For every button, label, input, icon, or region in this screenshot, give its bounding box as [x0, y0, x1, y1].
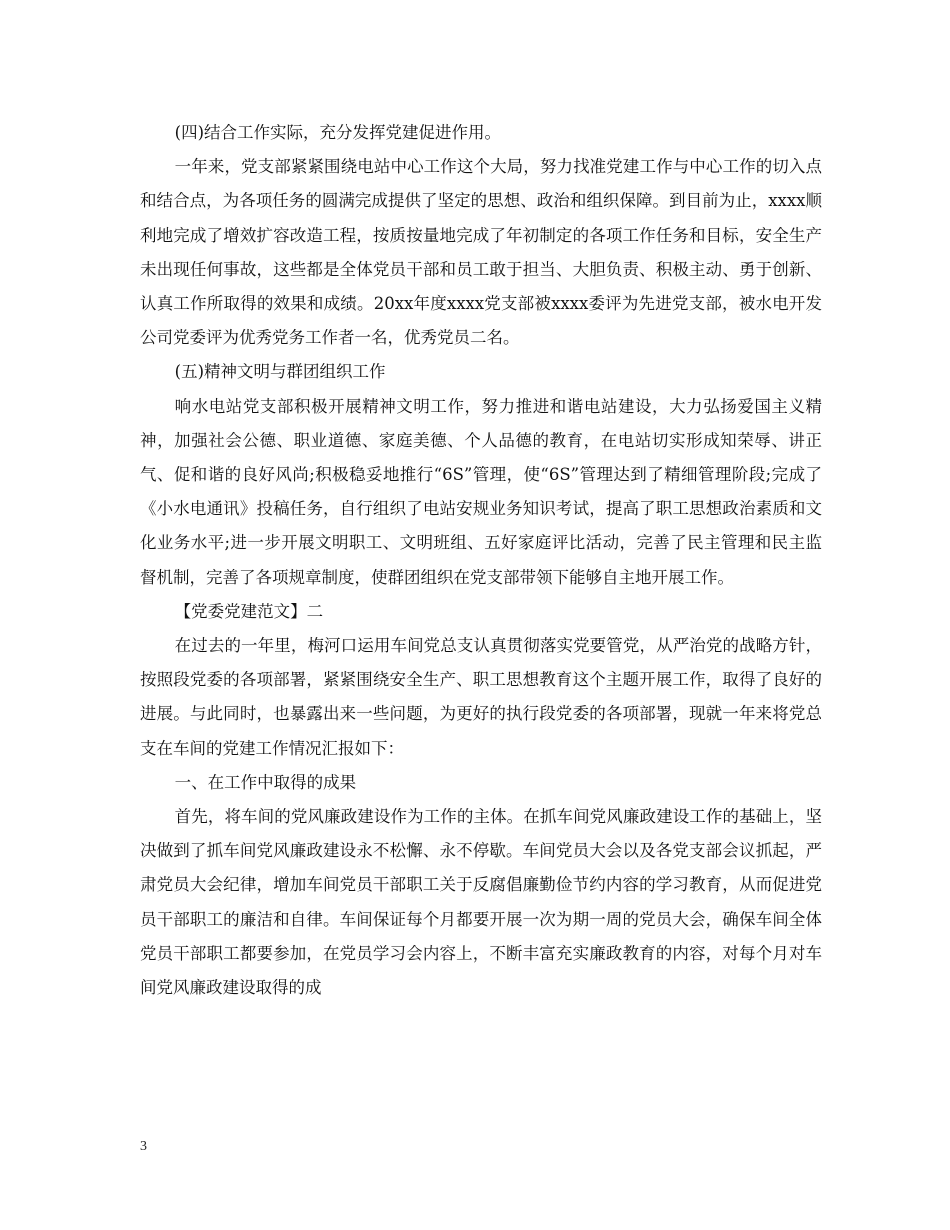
body-paragraph: 在过去的一年里，梅河口运用车间党总支认真贯彻落实党要管党，从严治党的战略方针，按照段党委的各项部署，紧紧围绕安全生产、职工思想教育这个主题开展工作，取得了良好的进展。与此同时，也暴露出来一些问题，为更好的执行段党委的各项部署，现就一年来将党总支在车间的党建工作情况汇报如下： [140, 636, 822, 758]
document-body [140, 116, 822, 1005]
section-heading-5: (五)精神文明与群团组织工作 [174, 362, 386, 382]
body-paragraph: 一年来，党支部紧紧围绕电站中心工作这个大局，努力找准党建工作与中心工作的切入点和结合点，为各项任务的圆满完成提供了坚定的思想、政治和组织保障。到目前为止，xxxx顺利地完成了增效扩容改造工程，按质按量地完成了年初制定的各项工作任务和目标，安全生产未出现任何事故，这些都是全体党员干部和员工敢于担当、大胆负责、积极主动、勇于创新、认真工作所取得的效果和成绩。20xx年度xxxx党支部被xxxx委评为先进党支部，被水电开发公司党委评为优秀党务工作者一名，优秀党员二名。 [140, 157, 822, 348]
body-paragraph: 首先，将车间的党风廉政建设作为工作的主体。在抓车间党风廉政建设工作的基础上，坚决做到了抓车间党风廉政建设永不松懈、永不停歇。车间党员大会以及各党支部会议抓起，严肃党员大会纪律，增加车间党员干部职工关于反腐倡廉勤俭节约内容的学习教育，从而促进党员干部职工的廉洁和自律。车间保证每个月都要开展一次为期一周的党员大会，确保车间全体党员干部职工都要参加，在党员学习会内容上，不断丰富充实廉政教育的内容，对每个月对车间党风廉政建设取得的成 [140, 807, 822, 998]
article-heading: 【党委党建范文】二 [174, 601, 324, 621]
section-heading-4: (四)结合工作实际，充分发挥党建促进作用。 [174, 123, 502, 142]
page-number: 3 [140, 1139, 147, 1154]
body-paragraph: 响水电站党支部积极开展精神文明工作，努力推进和谐电站建设，大力弘扬爱国主义精神，加强社会公德、职业道德、家庭美德、个人品德的教育，在电站切实形成知荣辱、讲正气、促和谐的良好风尚;积极稳妥地推行“6S”管理，使“6S”管理达到了精细管理阶段;完成了《小水电通讯》投稿任务，自行组织了电站安规业务知识考试，提高了职工思想政治素质和文化业务水平;进一步开展文明职工、文明班组、五好家庭评比活动，完善了民主管理和民主监督机制，完善了各项规章制度，使群团组织在党支部带领下能够自主地开展工作。 [140, 396, 822, 587]
subsection-heading: 一、在工作中取得的成果 [174, 772, 357, 792]
